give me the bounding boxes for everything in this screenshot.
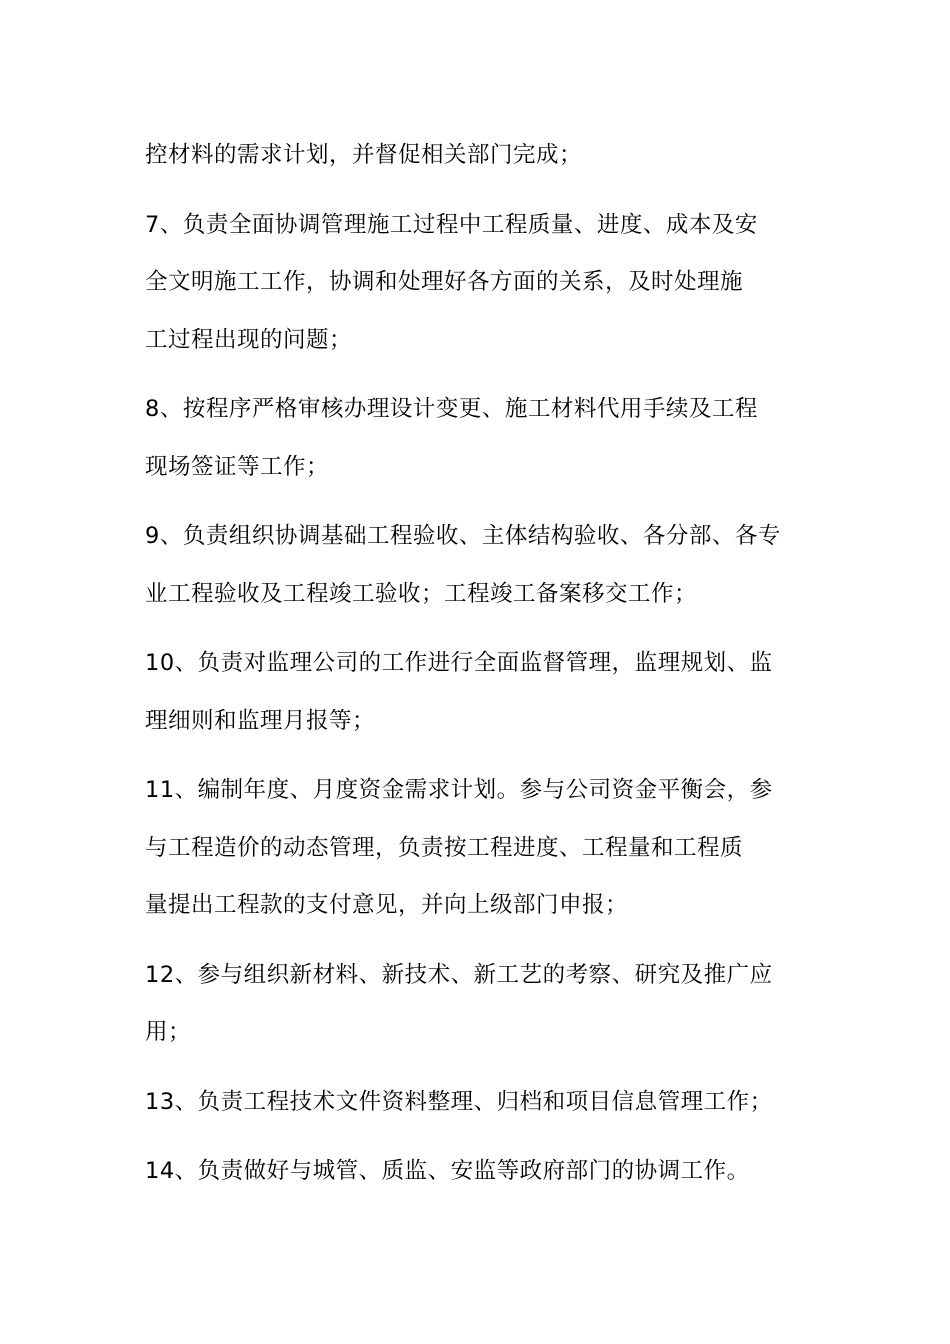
paragraph-item-11	[145, 762, 810, 935]
paragraph-item-10	[145, 635, 810, 750]
text-line: 业工程验收及工程竣工验收；工程竣工备案移交工作；	[145, 580, 698, 607]
text-line: 7、负责全面协调管理施工过程中工程质量、进度、成本及安	[145, 211, 758, 238]
text-line: 用；	[145, 1019, 192, 1045]
paragraph-item-8	[145, 381, 810, 496]
paragraph-item-7	[145, 197, 810, 370]
paragraph-continuation	[145, 127, 810, 185]
document-body	[145, 127, 810, 1213]
text-line: 现场签证等工作；	[145, 453, 330, 480]
paragraph-item-9	[145, 508, 810, 623]
text-line: 8、按程序严格审核办理设计变更、施工材料代用手续及工程	[145, 396, 758, 422]
text-line: 与工程造价的动态管理，负责按工程进度、工程量和工程质	[145, 834, 744, 861]
text-line: 量提出工程款的支付意见，并向上级部门申报；	[145, 892, 629, 918]
text-line: 9、负责组织协调基础工程验收、主体结构验收、各分部、各专	[145, 523, 781, 549]
text-line: 全文明施工工作，协调和处理好各方面的关系，及时处理施	[145, 269, 744, 295]
text-line: 12、参与组织新材料、新技术、新工艺的考察、研究及推广应	[145, 961, 773, 988]
text-line: 工过程出现的问题；	[145, 326, 353, 353]
text-line: 控材料的需求计划，并督促相关部门完成；	[145, 142, 583, 168]
paragraph-item-14	[145, 1143, 810, 1201]
text-line: 14、负责做好与城管、质监、安监等政府部门的协调工作。	[145, 1158, 750, 1184]
paragraph-item-13	[145, 1074, 810, 1132]
paragraph-item-12	[145, 947, 810, 1062]
text-line: 13、负责工程技术文件资料整理、归档和项目信息管理工作；	[145, 1088, 773, 1115]
text-line: 10、负责对监理公司的工作进行全面监督管理，监理规划、监	[145, 650, 773, 676]
text-line: 理细则和监理月报等；	[145, 707, 376, 734]
text-line: 11、编制年度、月度资金需求计划。参与公司资金平衡会，参	[145, 777, 773, 803]
